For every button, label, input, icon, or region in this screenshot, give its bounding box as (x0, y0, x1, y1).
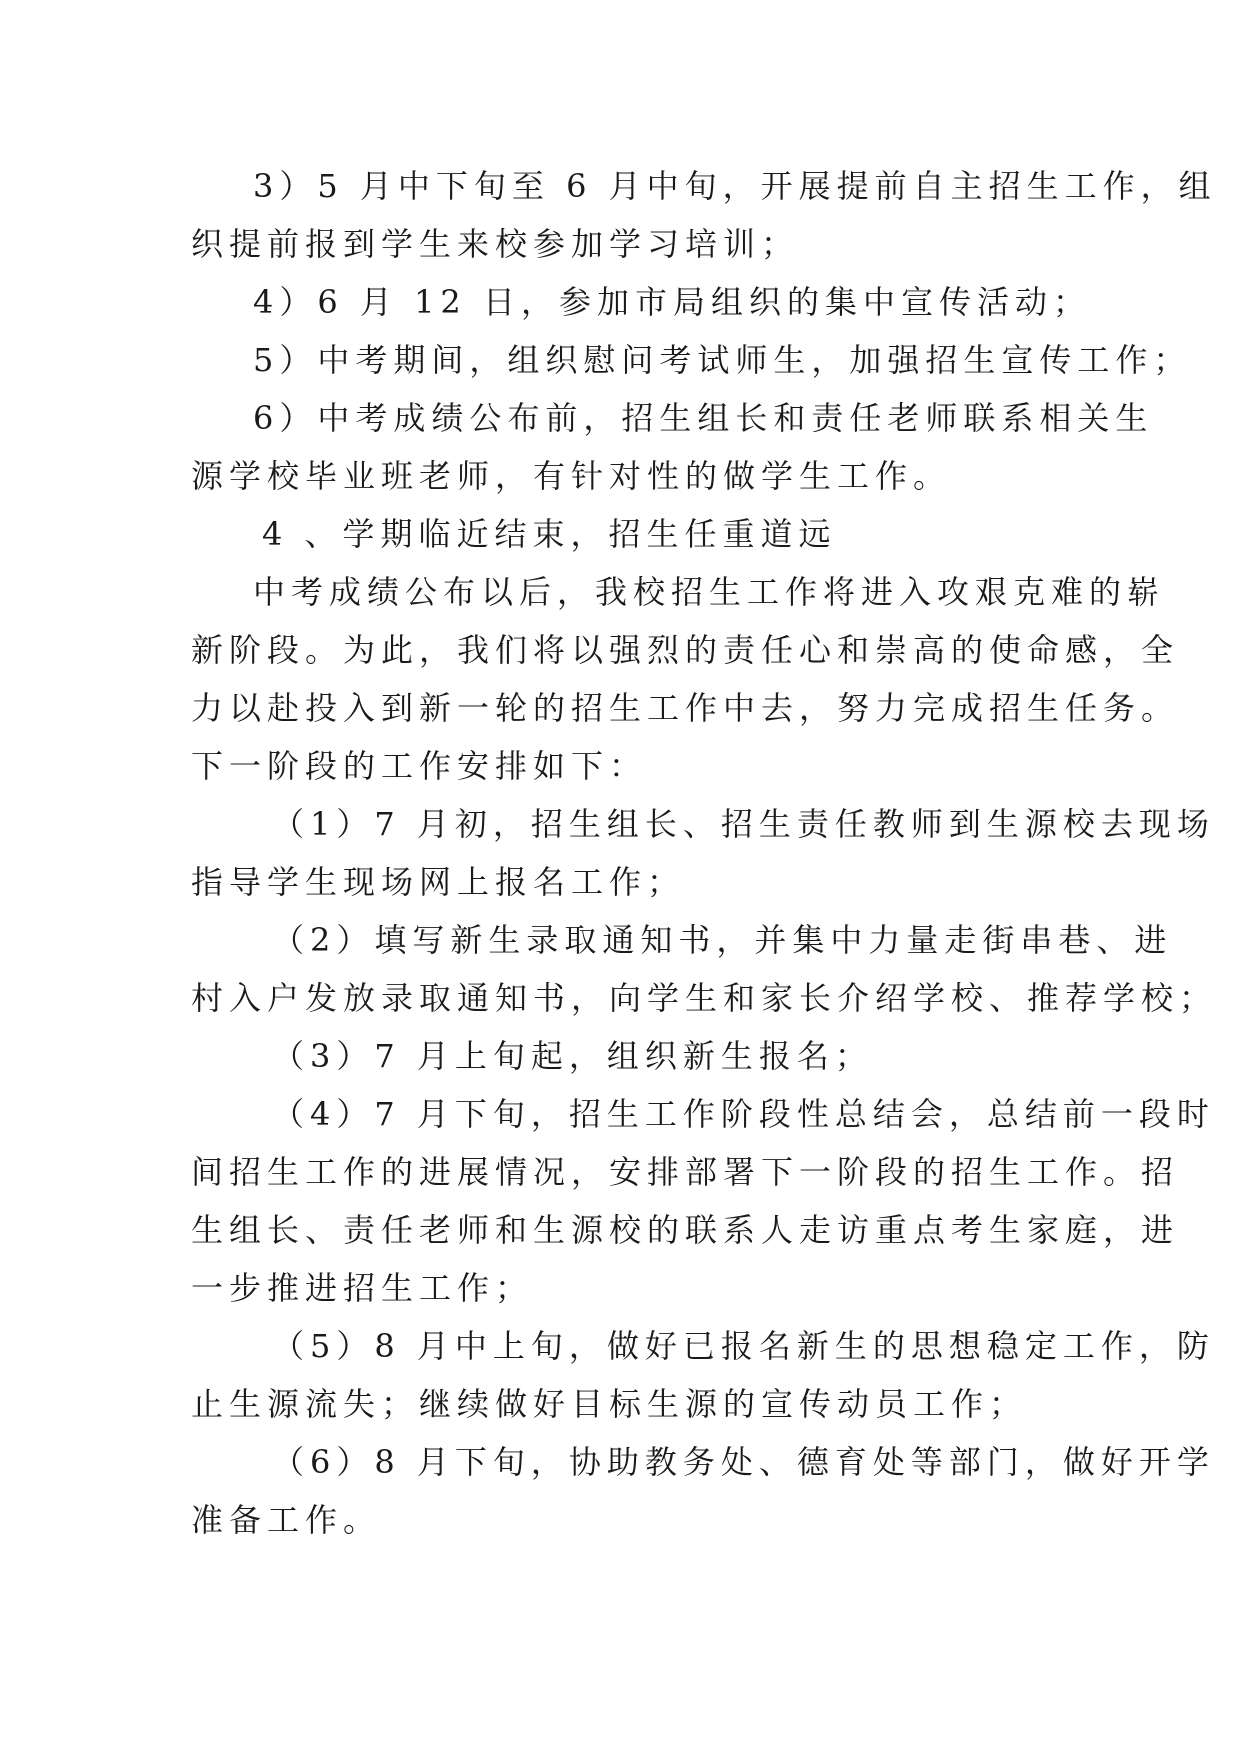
text-line: 准备工作。 (191, 1501, 382, 1539)
text-line: 3）5 月中下旬至 6 月中旬，开展提前自主招生工作，组 (253, 167, 1217, 205)
text-line: （1）7 月初，招生组长、招生责任教师到生源校去现场 (272, 805, 1215, 843)
text-line: 指导学生现场网上报名工作； (191, 863, 686, 901)
text-line: 5）中考期间，组织慰问考试师生，加强招生宣传工作； (253, 341, 1192, 379)
text-line: 新阶段。为此，我们将以强烈的责任心和崇高的使命感，全 (191, 631, 1180, 669)
text-line: 村入户发放录取通知书，向学生和家长介绍学校、推荐学校； (191, 979, 1218, 1017)
text-line: 止生源流失；继续做好目标生源的宣传动员工作； (191, 1385, 1028, 1423)
section-heading: 4 、学期临近结束，招生任重道远 (262, 515, 837, 553)
text-line: 间招生工作的进展情况，安排部署下一阶段的招生工作。招 (191, 1153, 1180, 1191)
text-line: （4）7 月下旬，招生工作阶段性总结会，总结前一段时 (272, 1095, 1215, 1133)
text-line: 中考成绩公布以后，我校招生工作将进入攻艰克难的崭 (253, 573, 1166, 611)
text-line: 力以赴投入到新一轮的招生工作中去，努力完成招生任务。 (191, 689, 1180, 727)
text-line: （6）8 月下旬，协助教务处、德育处等部门，做好开学 (272, 1443, 1215, 1481)
text-line: 织提前报到学生来校参加学习培训； (191, 225, 800, 263)
text-line: 源学校毕业班老师，有针对性的做学生工作。 (191, 457, 952, 495)
text-line: 生组长、责任老师和生源校的联系人走访重点考生家庭，进 (191, 1211, 1180, 1249)
text-line: 4）6 月 12 日，参加市局组织的集中宣传活动； (253, 283, 1091, 321)
text-line: 一步推进招生工作； (191, 1269, 534, 1307)
text-line: （2）填写新生录取通知书，并集中力量走街串巷、进 (272, 921, 1173, 959)
text-line: 下一阶段的工作安排如下： (191, 747, 648, 785)
text-line: 6）中考成绩公布前，招生组长和责任老师联系相关生 (253, 399, 1154, 437)
text-line: （5）8 月中上旬，做好已报名新生的思想稳定工作，防 (272, 1327, 1215, 1365)
text-line: （3）7 月上旬起，组织新生报名； (272, 1037, 873, 1075)
